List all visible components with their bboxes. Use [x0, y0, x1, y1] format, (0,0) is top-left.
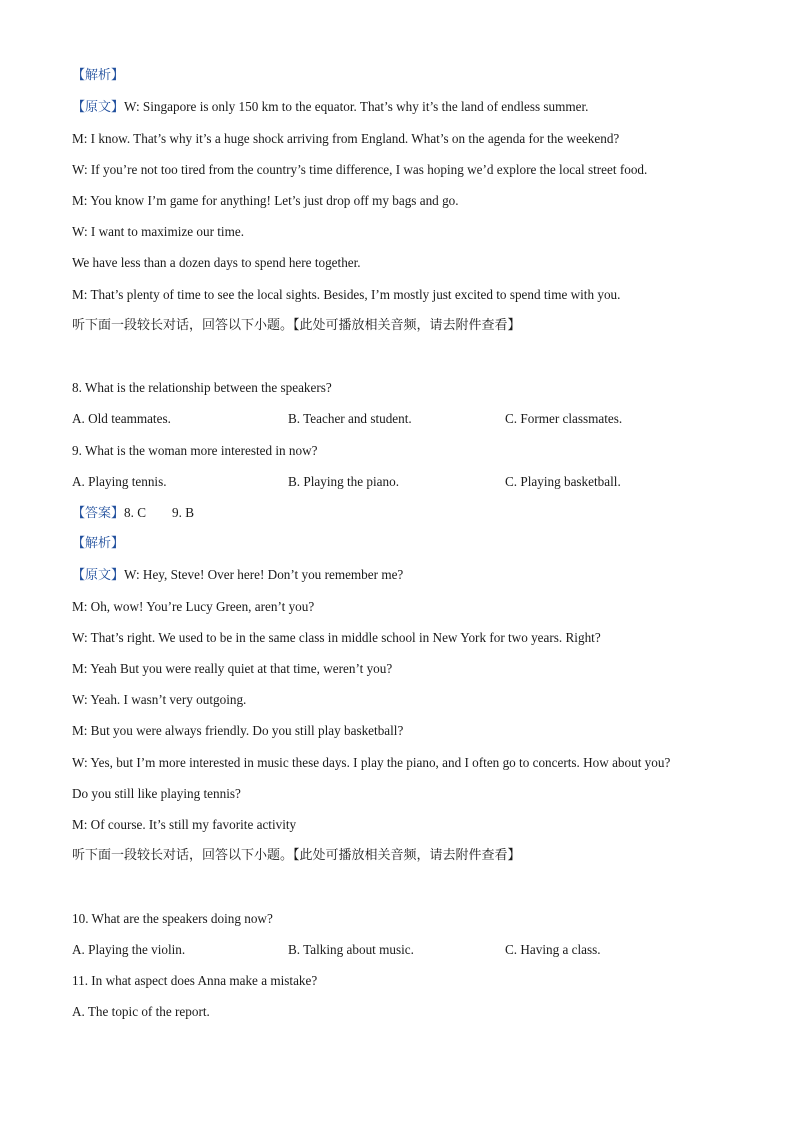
transcript-line: M: That’s plenty of time to see the local sights. Besides, I’m mostly just excited to spend time with you.	[72, 287, 621, 302]
option-a: A. Playing tennis.	[72, 474, 167, 489]
answer-9: 9. B	[172, 505, 194, 520]
transcript-line	[72, 99, 588, 116]
transcript-line: M: But you were always friendly. Do you still play basketball?	[72, 723, 404, 738]
analysis-label: 【解析】	[72, 536, 125, 551]
option-c: C. Having a class.	[505, 942, 601, 957]
option-a: A. Playing the violin.	[72, 942, 186, 957]
transcript-line: We have less than a dozen days to spend here together.	[72, 255, 361, 270]
question-stem: 11. In what aspect does Anna make a mistake?	[72, 973, 318, 988]
option-row	[72, 474, 722, 490]
transcript-line: W: That’s right. We used to be in the same class in middle school in New York for two years. Right?	[72, 630, 601, 645]
transcript-line: W: I want to maximize our time.	[72, 224, 244, 239]
analysis-label: 【解析】	[72, 68, 125, 83]
answer-line	[72, 505, 194, 522]
transcript-line	[72, 567, 403, 584]
transcript-text: W: Hey, Steve! Over here! Don’t you remember me?	[124, 567, 404, 582]
transcript-line: Do you still like playing tennis?	[72, 786, 241, 801]
transcript-line: W: Yeah. I wasn’t very outgoing.	[72, 692, 247, 707]
listening-instruction: 听下面一段较长对话，回答以下小题。【此处可播放相关音频，请去附件查看】	[72, 848, 521, 863]
option-b: B. Talking about music.	[288, 942, 414, 957]
option-c: C. Playing basketball.	[505, 474, 621, 489]
transcript-line: W: Yes, but I’m more interested in music these days. I play the piano, and I often go to concerts. How about you?	[72, 755, 671, 770]
option-row	[72, 1004, 722, 1020]
transcript-text: W: Singapore is only 150 km to the equator. That’s why it’s the land of endless summer.	[124, 99, 589, 114]
option-row	[72, 411, 722, 427]
option-b: B. Teacher and student.	[288, 411, 412, 426]
answer-label: 【答案】	[72, 506, 125, 521]
transcript-line: M: You know I’m game for anything! Let’s just drop off my bags and go.	[72, 193, 459, 208]
transcript-line: W: If you’re not too tired from the country’s time difference, I was hoping we’d explore the local street food.	[72, 162, 648, 177]
option-row	[72, 942, 722, 958]
original-label: 【原文】	[72, 100, 125, 115]
question-stem: 10. What are the speakers doing now?	[72, 911, 273, 926]
transcript-line: M: I know. That’s why it’s a huge shock arriving from England. What’s on the agenda for the weekend?	[72, 131, 620, 146]
option-b: B. Playing the piano.	[288, 474, 399, 489]
listening-instruction: 听下面一段较长对话，回答以下小题。【此处可播放相关音频，请去附件查看】	[72, 318, 521, 333]
question-stem: 9. What is the woman more interested in now?	[72, 443, 318, 458]
transcript-line: M: Of course. It’s still my favorite activity	[72, 817, 297, 832]
transcript-line: M: Yeah But you were really quiet at that time, weren’t you?	[72, 661, 393, 676]
option-a: A. Old teammates.	[72, 411, 171, 426]
answer-8: 8. C	[124, 505, 146, 520]
option-c: C. Former classmates.	[505, 411, 623, 426]
question-stem: 8. What is the relationship between the speakers?	[72, 380, 332, 395]
transcript-line: M: Oh, wow! You’re Lucy Green, aren’t you?	[72, 599, 315, 614]
option-a: A. The topic of the report.	[72, 1004, 210, 1019]
original-label: 【原文】	[72, 568, 125, 583]
